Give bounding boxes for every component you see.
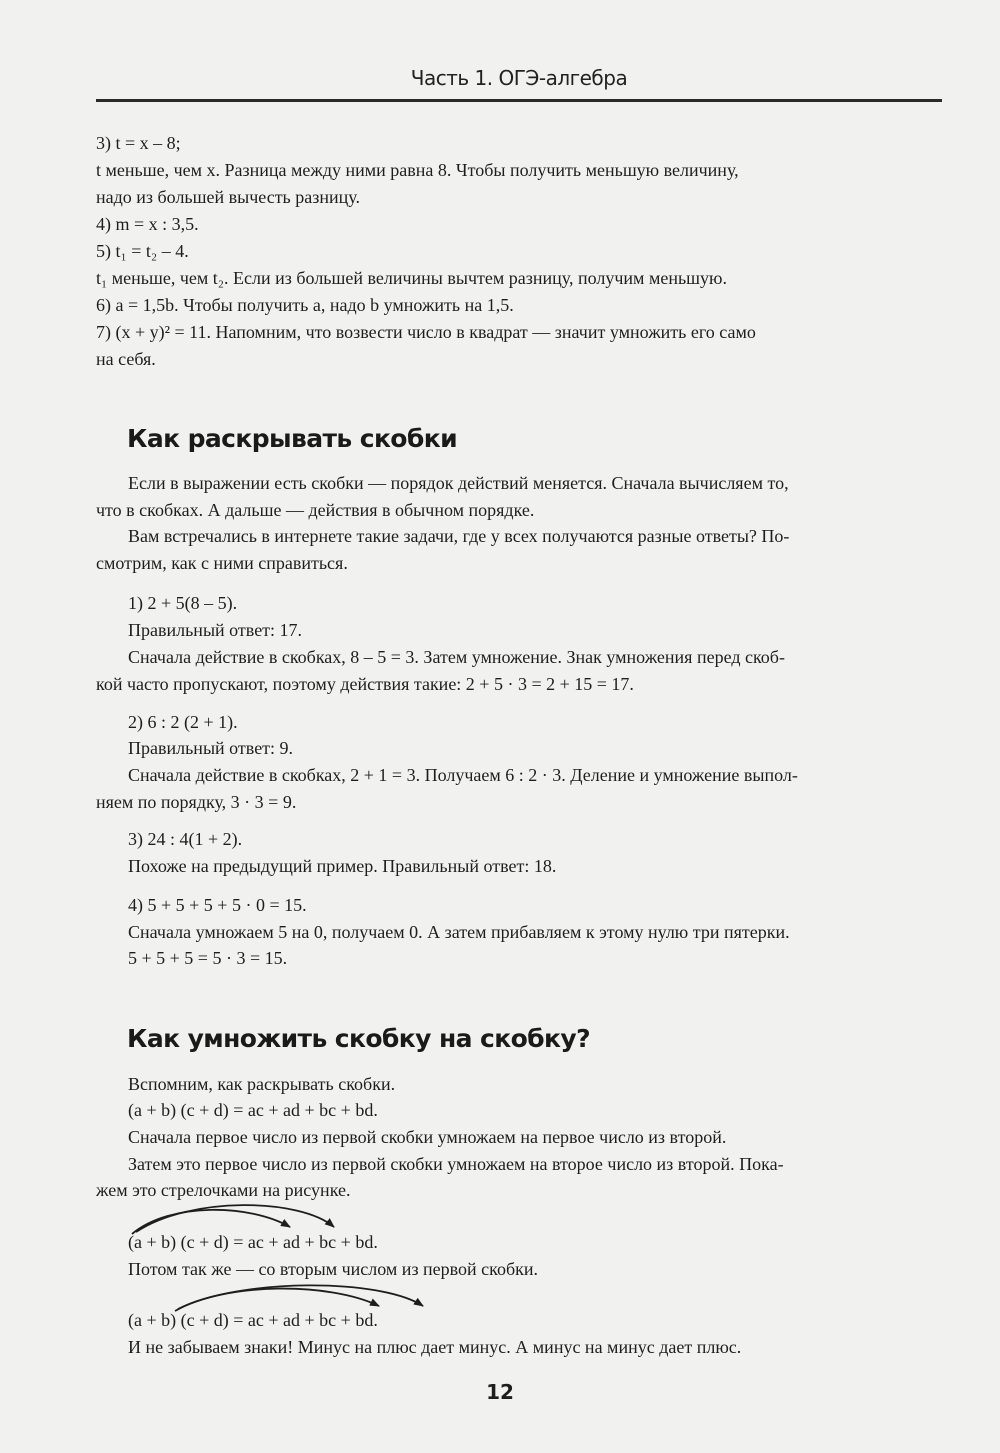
paragraph: что в скобках. А дальше — действия в обычном порядке. [96,500,535,520]
paragraph: Вам встречались в интернете такие задачи, где у всех получаются разные ответы? По- [128,526,790,546]
example-2-answer: Правильный ответ: 9. [128,738,294,758]
paragraph: жем это стрелочками на рисунке. [96,1180,351,1200]
answer-text: t меньше, чем x. Разница между ними равна 8. Чтобы получить меньшую величину, [96,160,739,180]
paragraph: Затем это первое число из первой скобки умножаем на второе число из второй. Пока- [128,1154,784,1174]
formula: (a + b) (c + d) = ac + ad + bc + bd. [128,1100,378,1120]
section-heading-brackets: Как раскрывать скобки [127,424,458,453]
answer-line-3: 3) t = x – 8; [96,133,181,153]
paragraph: Если в выражении есть скобки — порядок действий меняется. Сначала вычисляем то, [128,473,789,493]
example-3-title: 3) 24 : 4(1 + 2). [128,829,243,849]
answer-line-7: 7) (x + y)² = 11. Напомним, что возвести число в квадрат — значит умножить его само [96,322,756,342]
example-4-title: 4) 5 + 5 + 5 + 5 · 0 = 15. [128,895,307,915]
answer-text: t₁ меньше, чем t₂. Если из большей величины вычтем разницу, получим меньшую. [96,268,727,288]
paragraph: Сначала первое число из первой скобки умножаем на первое число из второй. [128,1127,727,1147]
example-1-answer: Правильный ответ: 17. [128,620,303,640]
formula-with-arrows-a: (a + b) (c + d) = ac + ad + bc + bd. [128,1232,378,1252]
paragraph: И не забываем знаки! Минус на плюс дает минус. А минус на минус дает плюс. [128,1337,742,1357]
example-2-explanation: няем по порядку, 3 · 3 = 9. [96,792,297,812]
example-4-explanation: Сначала умножаем 5 на 0, получаем 0. А затем прибавляем к этому нулю три пятерки. [128,922,790,942]
formula-with-arrows-b: (a + b) (c + d) = ac + ad + bc + bd. [128,1310,378,1330]
answer-line-6: 6) a = 1,5b. Чтобы получить a, надо b умножить на 1,5. [96,295,514,315]
example-1-explanation: Сначала действие в скобках, 8 – 5 = 3. Затем умножение. Знак умножения перед скоб- [128,647,785,667]
example-2-title: 2) 6 : 2 (2 + 1). [128,712,238,732]
answer-text: на себя. [96,349,156,369]
example-3-answer: Похоже на предыдущий пример. Правильный ответ: 18. [128,856,557,876]
answer-text: надо из большей вычесть разницу. [96,187,360,207]
example-2-explanation: Сначала действие в скобках, 2 + 1 = 3. Получаем 6 : 2 · 3. Деление и умножение выпол- [128,765,798,785]
paragraph: смотрим, как с ними справиться. [96,553,348,573]
page-number: 12 [486,1380,514,1404]
arrow-b-to-bc [175,1289,379,1311]
running-header: Часть 1. ОГЭ-алгебра [410,66,628,90]
example-4-explanation: 5 + 5 + 5 = 5 · 3 = 15. [128,948,288,968]
answer-line-4: 4) m = x : 3,5. [96,214,199,234]
section-heading-multiply: Как умножить скобку на скобку? [127,1024,590,1053]
example-1-explanation: кой часто пропускают, поэтому действия такие: 2 + 5 · 3 = 2 + 15 = 17. [96,674,634,694]
example-1-title: 1) 2 + 5(8 – 5). [128,593,238,613]
paragraph: Вспомним, как раскрывать скобки. [128,1074,396,1094]
arrow-a-to-ad [136,1205,334,1232]
paragraph: Потом так же — со вторым числом из первой скобки. [128,1259,539,1279]
answer-line-5: 5) t₁ = t₂ – 4. [96,241,189,261]
